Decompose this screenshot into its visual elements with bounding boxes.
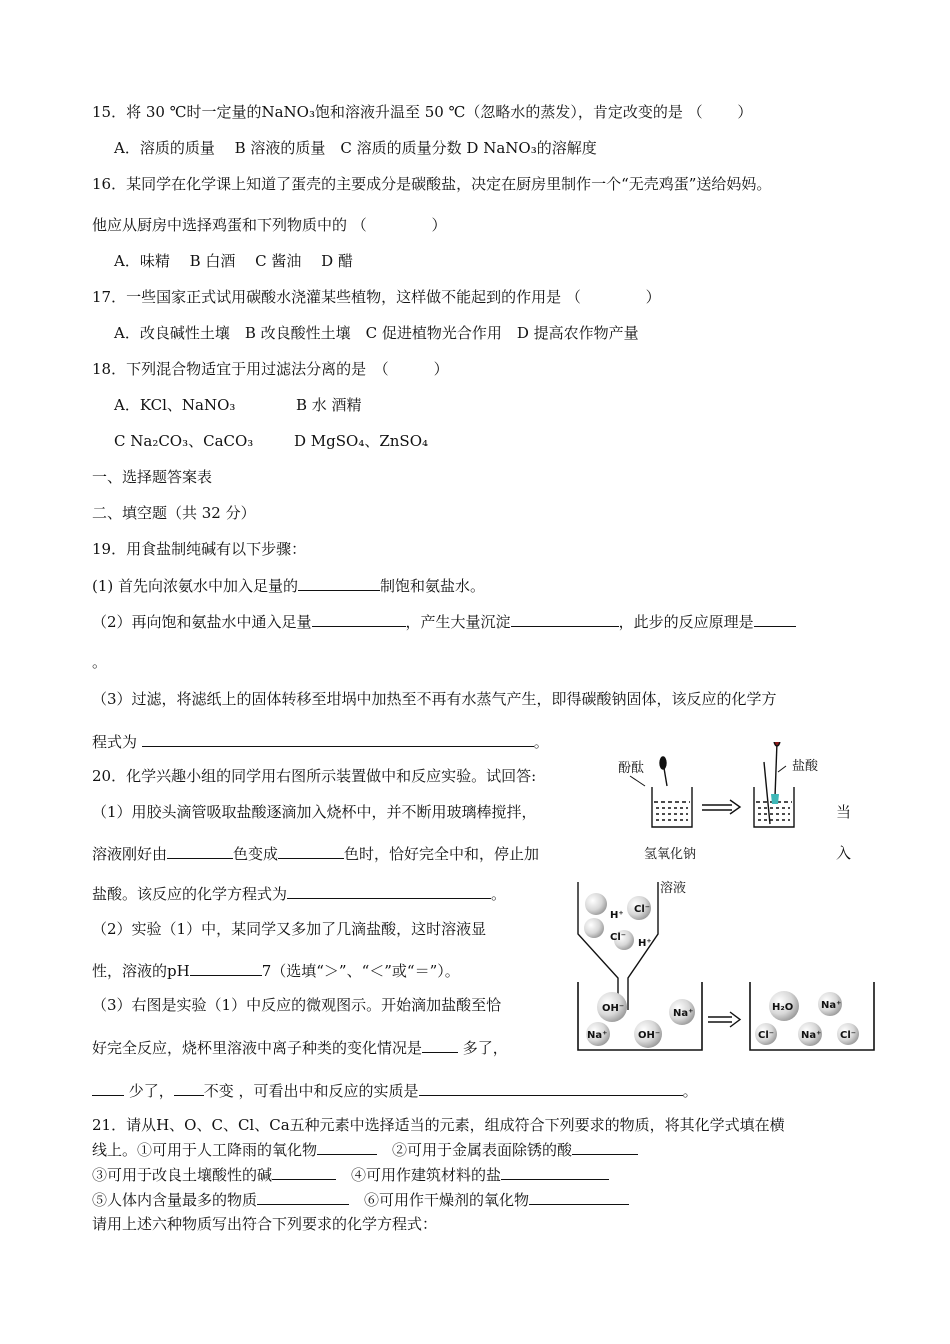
q15-options: A．溶质的质量 B 溶液的质量 C 溶质的质量分数 D NaNO₃的溶解度: [114, 139, 597, 157]
answer-blank[interactable]: [92, 1080, 124, 1096]
ion-cl-label: Cl⁻: [758, 1030, 775, 1041]
answer-blank[interactable]: [278, 843, 344, 859]
q21-item-2: ②可用于金属表面除锈的酸: [377, 1141, 573, 1159]
q20-part3-line2: [92, 1037, 508, 1058]
ion-na-label: Na⁺: [673, 1008, 694, 1019]
answer-blank[interactable]: [572, 1139, 638, 1155]
q20-part1-line3: [92, 883, 506, 904]
q20-part3-text-c: 多了，: [458, 1039, 508, 1057]
q21-item-5: ⑤人体内含量最多的物质: [92, 1191, 258, 1209]
ion-h-label: H⁺: [638, 938, 652, 949]
q16-options: A．味精 B 白酒 C 酱油 D 醋: [114, 252, 353, 270]
ion-na-label: Na⁺: [821, 1000, 842, 1011]
q19-part3-line2: [92, 731, 549, 752]
q21-item-3: ③可用于改良土壤酸性的碱: [92, 1166, 273, 1184]
answer-blank[interactable]: [287, 883, 491, 899]
section-heading-fill-blank: 二、填空题（共 32 分）: [92, 504, 256, 522]
beaker-with-hcl-dropper: [754, 742, 794, 827]
q19-part2-text-b: ，产生大量沉淀: [405, 613, 511, 631]
q20-part2-line1: （2）实验（1）中，某同学又多加了几滴盐酸，这时溶液显: [92, 920, 487, 938]
q21-row4: [92, 1189, 629, 1210]
q20-part1-text-c: 色变成: [233, 845, 279, 863]
label-solution: 溶液: [660, 881, 687, 896]
q17-options: A．改良碱性土壤 B 改良酸性土壤 C 促进植物光合作用 D 提高农作物产量: [114, 324, 639, 342]
answer-blank[interactable]: [754, 611, 796, 627]
q21-item-1: 线上。①可用于人工降雨的氧化物: [92, 1141, 318, 1159]
q19-part1-text-b: 制饱和氨盐水。: [380, 577, 486, 595]
label-sodium-hydroxide: 氢氧化钠: [644, 847, 697, 862]
ion-cl-label: Cl⁻: [610, 932, 627, 943]
answer-blank[interactable]: [419, 1080, 683, 1096]
q20-part3-text-d: 少了，: [124, 1082, 174, 1100]
answer-blank[interactable]: [422, 1037, 458, 1053]
section-heading-choice-answers: 一、选择题答案表: [92, 468, 213, 486]
label-hydrochloric-acid: 盐酸: [792, 759, 819, 774]
q21-stem-line1: 21．请从H、O、C、Cl、Ca五种元素中选择适当的元素，组成符合下列要求的物质，将其化学式填在横: [92, 1116, 785, 1134]
q20-part2-text-b: 性，溶液的pH: [92, 962, 190, 980]
neutralization-figure: [572, 742, 882, 1062]
answer-blank[interactable]: [317, 1139, 377, 1155]
q19-stem: 19．用食盐制纯碱有以下步骤：: [92, 540, 307, 558]
molecule-h2o-label: H₂O: [772, 1002, 794, 1013]
answer-blank[interactable]: [257, 1189, 349, 1205]
q21-item-4: ④可用作建筑材料的盐: [336, 1166, 502, 1184]
q20-part1-overflow-1: 当: [836, 803, 852, 821]
beaker-with-dropper: [652, 757, 692, 827]
answer-blank[interactable]: [174, 1080, 204, 1096]
q20-part3-line3: [92, 1080, 698, 1101]
q20-part3-text-e: 不变 ，可看出中和反应的实质是: [203, 1082, 419, 1100]
q16-stem-line1: 16．某同学在化学课上知道了蛋壳的主要成分是碳酸盐，决定在厨房里制作一个“无壳鸡蛋”送给妈妈。: [92, 175, 772, 193]
q20-part3-text-b: 好完全反应，烧杯里溶液中离子种类的变化情况是: [92, 1039, 423, 1057]
micro-ions-before: [586, 992, 695, 1048]
q20-part1-line1: （1）用胶头滴管吸取盐酸逐滴加入烧杯中，并不断用玻璃棒搅拌，: [92, 803, 537, 821]
q18-option-b: B 水 酒精: [296, 396, 362, 414]
arrow-icon: [708, 1012, 740, 1027]
answer-blank[interactable]: [298, 575, 380, 591]
q21-item-6: ⑥可用作干燥剂的氧化物: [349, 1191, 530, 1209]
ion-na-label: Na⁺: [587, 1030, 608, 1041]
answer-blank[interactable]: [142, 731, 534, 747]
answer-blank[interactable]: [501, 1164, 609, 1180]
q18-option-c: C Na₂CO₃、CaCO₃: [114, 432, 254, 450]
q20-part1-text-e: 盐酸。该反应的化学方程式为: [92, 885, 288, 903]
ion-cl-label: Cl⁻: [840, 1030, 857, 1041]
q20-part1-text-b: 溶液刚好由: [92, 845, 168, 863]
q21-last-line: 请用上述六种物质写出符合下列要求的化学方程式：: [92, 1215, 438, 1233]
q16-stem-line2: 他应从厨房中选择鸡蛋和下列物质中的 （ ）: [92, 216, 447, 234]
arrow-icon: [702, 800, 740, 814]
q20-part3-line1: （3）右图是实验（1）中反应的微观图示。开始滴加盐酸至恰: [92, 996, 502, 1014]
q19-part2-end: 。: [92, 653, 108, 671]
answer-blank[interactable]: [190, 960, 262, 976]
q19-part2-text-a: （2）再向饱和氨盐水中通入足量: [92, 613, 312, 631]
q20-part1-text-d: 色时，恰好完全中和，停止加: [344, 845, 540, 863]
q19-part1-text-a: (1) 首先向浓氨水中加入足量的: [92, 577, 299, 595]
q18-option-a: A．KCl、NaNO₃: [114, 396, 236, 414]
q17-stem: 17．一些国家正式试用碳酸水浇灌某些植物，这样做不能起到的作用是 （ ）: [92, 288, 661, 306]
q19-part2: [92, 611, 796, 632]
q18-stem: 18．下列混合物适宜于用过滤法分离的是 （ ）: [92, 360, 449, 378]
funnel-ions: [584, 893, 652, 950]
q20-part2-text-c: 7（选填“＞”、“＜”或“＝”）。: [261, 962, 460, 980]
q20-part1-text-f: 。: [491, 885, 507, 903]
q20-stem: 20．化学兴趣小组的同学用右图所示装置做中和反应实验。试回答:: [92, 767, 537, 785]
micro-ions-after: [755, 991, 859, 1046]
q15-stem: 15．将 30 ℃时一定量的NaNO₃饱和溶液升温至 50 ℃（忽略水的蒸发），肯定改变的是 （ ）: [92, 103, 753, 121]
q21-stem-line2: [92, 1139, 638, 1160]
q20-part3-text-f: 。: [682, 1082, 698, 1100]
q21-row3: [92, 1164, 609, 1185]
answer-blank[interactable]: [312, 611, 406, 627]
q19-part1: [92, 575, 485, 596]
answer-blank[interactable]: [511, 611, 619, 627]
q20-part2-line2: [92, 960, 460, 981]
answer-blank[interactable]: [529, 1189, 629, 1205]
q19-part3-line1: （3）过滤，将滤纸上的固体转移至坩埚中加热至不再有水蒸气产生，即得碳酸钠固体，该反应的化学方: [92, 690, 777, 708]
q20-part1-overflow-2: 入: [836, 844, 852, 862]
answer-blank[interactable]: [167, 843, 233, 859]
ion-oh-label: OH⁻: [602, 1003, 625, 1014]
q19-part3-text-c: 。: [533, 733, 549, 751]
ion-cl-label: Cl⁻: [634, 904, 651, 915]
label-phenolphthalein: 酚酞: [618, 761, 645, 776]
ion-na-label: Na⁺: [801, 1030, 822, 1041]
answer-blank[interactable]: [272, 1164, 336, 1180]
q18-option-d: D MgSO₄、ZnSO₄: [294, 432, 429, 450]
q19-part2-text-c: ，此步的反应原理是: [618, 613, 754, 631]
ion-oh-label: OH⁻: [638, 1030, 661, 1041]
ion-h-label: H⁺: [610, 910, 624, 921]
q20-part1-line2: [92, 843, 539, 864]
q19-part3-text-b: 程式为: [92, 733, 138, 751]
